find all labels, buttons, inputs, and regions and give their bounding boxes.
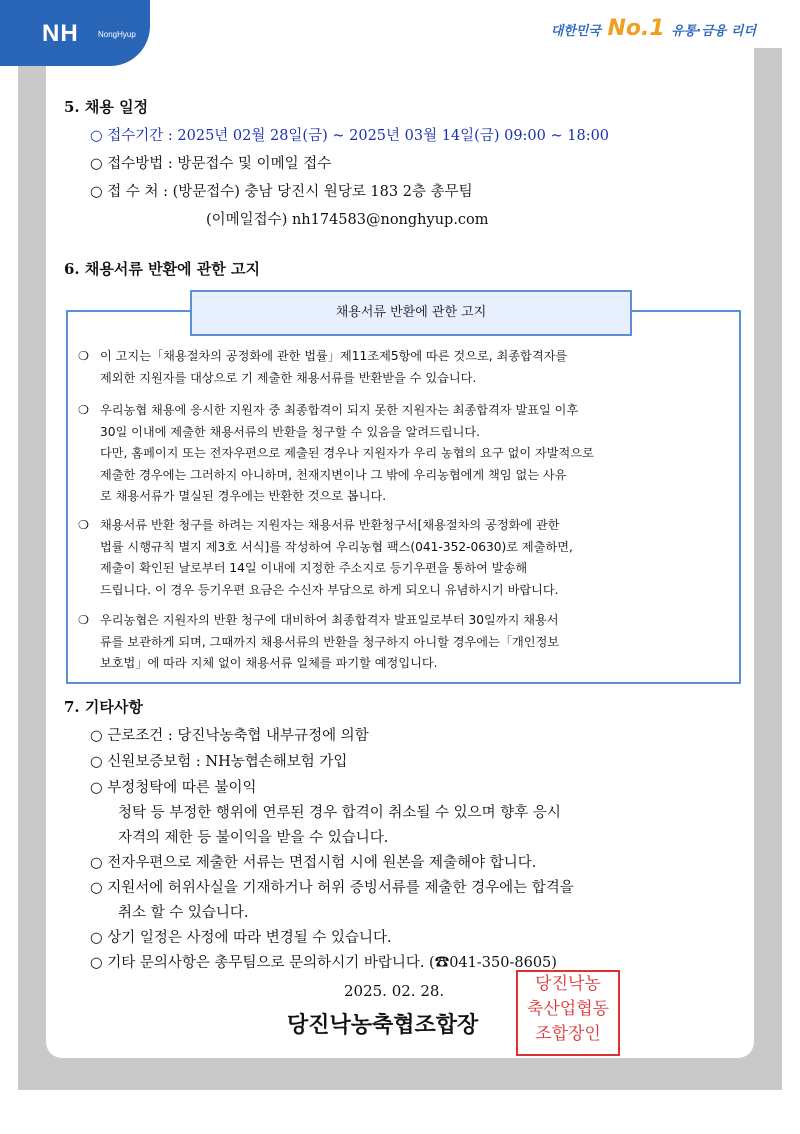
notice-line: 다만, 홈페이지 또는 전자우편으로 제출된 경우나 지원자가 우리 농협의 요구 없이 자발적으로	[100, 446, 594, 460]
notice-box-title: 채용서류 반환에 관한 고지	[190, 290, 632, 336]
section7-line: ○ 신원보증보험 : NH농협손해보험 가입	[90, 754, 348, 770]
logo-sub: NongHyup	[98, 30, 136, 39]
notice-line: 제출이 확인된 날로부터 14일 이내에 지정한 주소지로 등기우편을 통하여 발송해	[100, 561, 528, 575]
notice-line: 류를 보관하게 되며, 그때까지 채용서류의 반환을 청구하지 아니할 경우에는「개인정보	[100, 634, 560, 649]
section7-line: ○ 전자우편으로 제출한 서류는 면접시험 시에 원본을 제출해야 합니다.	[90, 855, 537, 871]
section7-title: 7. 기타사항	[64, 698, 143, 716]
notice-line: 로 채용서류가 멸실된 경우에는 반환한 것으로 봅니다.	[100, 489, 387, 503]
section7-line: ○ 기타 문의사항은 총무팀으로 문의하시기 바랍니다. (☎041-350-8605)	[90, 955, 557, 971]
header	[0, 0, 800, 48]
logo-text: NH	[42, 20, 79, 47]
slogan-no1: No.1	[607, 16, 665, 41]
section7-line: ○ 부정청탁에 따른 불이익	[90, 780, 257, 796]
section5-item: ○ 접수방법 : 방문접수 및 이메일 접수	[90, 156, 332, 172]
section7-line: 청탁 등 부정한 행위에 연루된 경우 합격이 취소될 수 있으며 향후 응시	[118, 805, 561, 821]
notice-line: 채용서류 반환 청구를 하려는 지원자는 채용서류 반환청구서[채용절차의 공정화에 관한	[100, 518, 560, 532]
section5-item: (이메일접수) nh174583@nonghyup.com	[206, 212, 489, 228]
issue-date: 2025. 02. 28.	[344, 982, 445, 1000]
notice-line: 30일 이내에 제출한 채용서류의 반환을 청구할 수 있음을 알려드립니다.	[100, 424, 481, 439]
section5-item: ○ 접수기간 : 2025년 02월 28일(금) ~ 2025년 03월 14일(금) 09:00 ~ 18:00	[90, 128, 610, 144]
section7-line: 취소 할 수 있습니다.	[118, 905, 249, 921]
section7-line: ○ 상기 일정은 사정에 따라 변경될 수 있습니다.	[90, 930, 392, 946]
bullet-icon: ❍	[78, 518, 89, 532]
slogan	[551, 16, 756, 41]
section6-title: 6. 채용서류 반환에 관한 고지	[64, 260, 260, 278]
notice-line: 드립니다. 이 경우 등기우편 요금은 수신자 부담으로 하게 되오니 유념하시기 바랍니다.	[100, 582, 559, 597]
notice-line: 우리농협은 지원자의 반환 청구에 대비하여 최종합격자 발표일로부터 30일까지 채용서	[100, 613, 559, 627]
section5-item: ○ 접 수 처 : (방문접수) 충남 당진시 원당로 183 2층 총무팀	[90, 184, 473, 200]
slogan-post: 유통·금융 리더	[671, 24, 756, 39]
organization-name: 당진낙농축협조합장	[287, 1012, 479, 1038]
seal-line: 축산업협동	[526, 999, 610, 1019]
notice-line: 보호법」에 따라 지체 없이 채용서류 일체를 파기할 예정입니다.	[100, 656, 438, 670]
notice-line: 제외한 지원자를 대상으로 기 제출한 채용서류를 반환받을 수 있습니다.	[100, 370, 477, 385]
seal-line: 조합장인	[535, 1024, 601, 1044]
notice-line: 이 고지는「채용절차의 공정화에 관한 법률」제11조제5항에 따른 것으로, 최종합격자를	[100, 349, 568, 363]
bullet-icon: ❍	[78, 349, 89, 363]
bullet-icon: ❍	[78, 403, 89, 417]
notice-line: 법률 시행규칙 별지 제3호 서식]를 작성하여 우리농협 팩스(041-352-0630)로 제출하면,	[100, 539, 573, 554]
section7-line: 자격의 제한 등 불이익을 받을 수 있습니다.	[118, 830, 389, 846]
section7-line: ○ 근로조건 : 당진낙농축협 내부규정에 의함	[90, 728, 369, 744]
slogan-pre: 대한민국	[550, 24, 601, 39]
seal-line: 당진낙농	[535, 974, 601, 994]
notice-line: 제출한 경우에는 그러하지 아니하며, 천재지변이나 그 밖에 우리농협에게 책임 없는 사유	[100, 467, 567, 482]
nh-logo	[0, 0, 150, 66]
official-seal	[516, 970, 620, 1056]
section5-title: 5. 채용 일정	[64, 98, 149, 116]
bullet-icon: ❍	[78, 613, 89, 627]
section7-line: ○ 지원서에 허위사실을 기재하거나 허위 증빙서류를 제출한 경우에는 합격을	[90, 880, 574, 896]
notice-line: 우리농협 채용에 응시한 지원자 중 최종합격이 되지 못한 지원자는 최종합격자 발표일 이후	[100, 403, 579, 417]
